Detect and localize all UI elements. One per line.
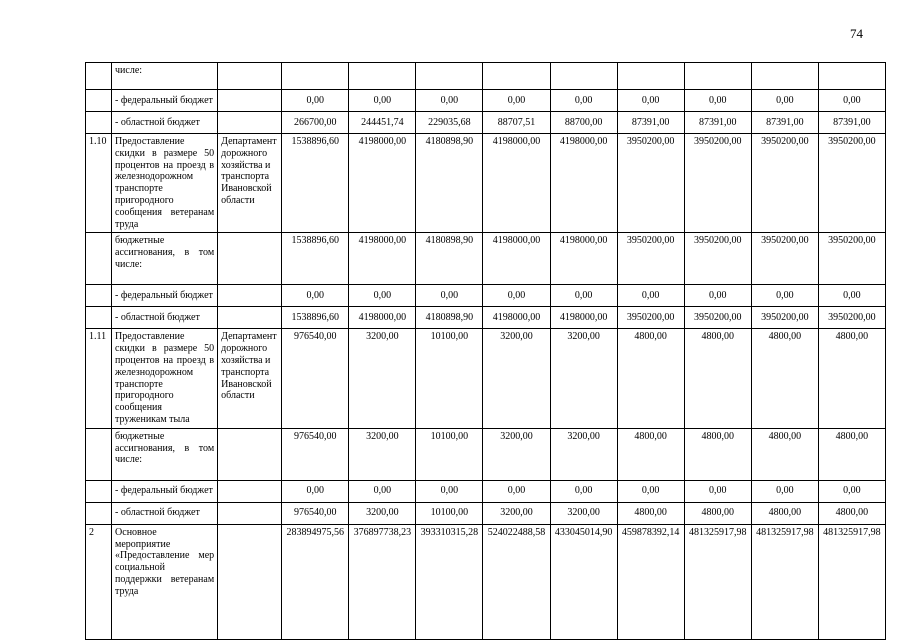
value-cell: 1538896,60 (282, 233, 349, 285)
value-cell: 3200,00 (349, 502, 416, 524)
value-cell: 244451,74 (349, 112, 416, 134)
value-cell (684, 63, 751, 90)
department-cell (218, 63, 282, 90)
value-cell: 0,00 (483, 285, 550, 307)
value-cell: 4800,00 (751, 502, 818, 524)
value-cell (349, 63, 416, 90)
department-cell (218, 285, 282, 307)
department-cell (218, 428, 282, 480)
value-cell: 3200,00 (483, 502, 550, 524)
row-number-cell: 2 (86, 524, 112, 639)
value-cell: 3200,00 (550, 329, 617, 428)
description-cell: - федеральный бюджет (112, 285, 218, 307)
value-cell: 4180898,90 (416, 134, 483, 233)
value-cell: 0,00 (617, 480, 684, 502)
value-cell: 0,00 (684, 90, 751, 112)
value-cell: 88707,51 (483, 112, 550, 134)
value-cell: 4198000,00 (483, 233, 550, 285)
row-number-cell (86, 307, 112, 329)
value-cell: 481325917,98 (684, 524, 751, 639)
value-cell: 4800,00 (818, 502, 885, 524)
value-cell: 3950200,00 (818, 233, 885, 285)
department-cell (218, 502, 282, 524)
table-row (86, 233, 886, 285)
value-cell: 87391,00 (617, 112, 684, 134)
value-cell: 4198000,00 (483, 134, 550, 233)
value-cell: 0,00 (416, 480, 483, 502)
value-cell: 4800,00 (617, 428, 684, 480)
value-cell: 459878392,14 (617, 524, 684, 639)
value-cell: 3200,00 (483, 428, 550, 480)
value-cell: 88700,00 (550, 112, 617, 134)
row-number-cell (86, 233, 112, 285)
value-cell: 4800,00 (684, 329, 751, 428)
value-cell: 481325917,98 (751, 524, 818, 639)
value-cell: 0,00 (349, 480, 416, 502)
value-cell: 0,00 (550, 90, 617, 112)
description-cell: бюджетные ассигнования, в том числе: (112, 233, 218, 285)
value-cell: 3950200,00 (617, 307, 684, 329)
value-cell: 4800,00 (751, 329, 818, 428)
value-cell: 4198000,00 (550, 233, 617, 285)
table-row (86, 524, 886, 639)
value-cell: 0,00 (282, 90, 349, 112)
value-cell: 976540,00 (282, 428, 349, 480)
value-cell: 4800,00 (617, 502, 684, 524)
row-number-cell (86, 428, 112, 480)
value-cell: 4198000,00 (349, 307, 416, 329)
value-cell: 87391,00 (751, 112, 818, 134)
value-cell: 0,00 (282, 480, 349, 502)
department-cell (218, 524, 282, 639)
value-cell: 0,00 (818, 90, 885, 112)
department-cell (218, 233, 282, 285)
value-cell: 0,00 (818, 480, 885, 502)
row-number-cell (86, 480, 112, 502)
description-cell: числе: (112, 63, 218, 90)
value-cell: 87391,00 (684, 112, 751, 134)
value-cell: 0,00 (282, 285, 349, 307)
value-cell: 3950200,00 (751, 307, 818, 329)
table-row (86, 428, 886, 480)
description-cell: Основное мероприятие «Предоставление мер социальной поддержки ветеранам труда (112, 524, 218, 639)
row-number-cell (86, 502, 112, 524)
value-cell: 524022488,58 (483, 524, 550, 639)
value-cell: 0,00 (349, 285, 416, 307)
value-cell: 0,00 (684, 285, 751, 307)
value-cell: 481325917,98 (818, 524, 885, 639)
value-cell: 3950200,00 (684, 134, 751, 233)
value-cell (550, 63, 617, 90)
row-number-cell: 1.11 (86, 329, 112, 428)
value-cell: 3950200,00 (684, 233, 751, 285)
value-cell: 3950200,00 (617, 233, 684, 285)
value-cell: 0,00 (416, 90, 483, 112)
row-number-cell (86, 90, 112, 112)
description-cell: Предоставление скидки в размере 50 процентов на проезд в железнодорожном транспорте пригородного сообщения труженикам тыла (112, 329, 218, 428)
value-cell: 3200,00 (483, 329, 550, 428)
value-cell: 3950200,00 (751, 134, 818, 233)
description-cell: - федеральный бюджет (112, 480, 218, 502)
department-cell: Департамент дорожного хозяйства и транспорта Ивановской области (218, 329, 282, 428)
value-cell: 0,00 (751, 480, 818, 502)
value-cell: 4800,00 (751, 428, 818, 480)
value-cell (617, 63, 684, 90)
row-number-cell (86, 112, 112, 134)
description-cell: - областной бюджет (112, 112, 218, 134)
value-cell: 4180898,90 (416, 307, 483, 329)
value-cell: 0,00 (483, 90, 550, 112)
value-cell: 4800,00 (684, 502, 751, 524)
description-cell: - областной бюджет (112, 502, 218, 524)
value-cell: 0,00 (617, 90, 684, 112)
value-cell: 10100,00 (416, 502, 483, 524)
description-cell: бюджетные ассигнования, в том числе: (112, 428, 218, 480)
value-cell: 0,00 (818, 285, 885, 307)
value-cell: 0,00 (550, 480, 617, 502)
value-cell: 4198000,00 (550, 134, 617, 233)
value-cell: 0,00 (684, 480, 751, 502)
row-number-cell (86, 63, 112, 90)
value-cell: 10100,00 (416, 428, 483, 480)
table-row (86, 112, 886, 134)
table-row (86, 307, 886, 329)
table-row (86, 90, 886, 112)
page-number: 74 (850, 26, 863, 41)
department-cell (218, 480, 282, 502)
value-cell: 87391,00 (818, 112, 885, 134)
description-cell: - федеральный бюджет (112, 90, 218, 112)
value-cell: 393310315,28 (416, 524, 483, 639)
value-cell: 3200,00 (349, 329, 416, 428)
value-cell: 433045014,90 (550, 524, 617, 639)
value-cell: 10100,00 (416, 329, 483, 428)
value-cell: 4198000,00 (349, 134, 416, 233)
value-cell: 3950200,00 (818, 307, 885, 329)
value-cell: 4800,00 (818, 428, 885, 480)
value-cell (282, 63, 349, 90)
description-cell: - областной бюджет (112, 307, 218, 329)
value-cell: 283894975,56 (282, 524, 349, 639)
table-row (86, 329, 886, 428)
value-cell: 0,00 (416, 285, 483, 307)
department-cell (218, 90, 282, 112)
value-cell: 4198000,00 (483, 307, 550, 329)
table-row (86, 285, 886, 307)
value-cell: 1538896,60 (282, 307, 349, 329)
table-row (86, 502, 886, 524)
value-cell: 0,00 (349, 90, 416, 112)
value-cell: 0,00 (617, 285, 684, 307)
value-cell: 4180898,90 (416, 233, 483, 285)
value-cell: 376897738,23 (349, 524, 416, 639)
department-cell (218, 307, 282, 329)
table-row (86, 63, 886, 90)
value-cell: 3200,00 (550, 502, 617, 524)
value-cell: 229035,68 (416, 112, 483, 134)
value-cell (416, 63, 483, 90)
department-cell: Департамент дорожного хозяйства и транспорта Ивановской области (218, 134, 282, 233)
row-number-cell: 1.10 (86, 134, 112, 233)
value-cell: 0,00 (550, 285, 617, 307)
row-number-cell (86, 285, 112, 307)
department-cell (218, 112, 282, 134)
value-cell: 4800,00 (684, 428, 751, 480)
value-cell: 0,00 (751, 90, 818, 112)
description-cell: Предоставление скидки в размере 50 процентов на проезд в железнодорожном транспорте пригородного сообщения ветеранам труда (112, 134, 218, 233)
value-cell: 0,00 (751, 285, 818, 307)
value-cell: 4198000,00 (550, 307, 617, 329)
value-cell: 3950200,00 (617, 134, 684, 233)
value-cell: 0,00 (483, 480, 550, 502)
value-cell: 3200,00 (550, 428, 617, 480)
budget-table (85, 62, 886, 640)
value-cell: 4198000,00 (349, 233, 416, 285)
value-cell: 976540,00 (282, 502, 349, 524)
table-row (86, 134, 886, 233)
value-cell: 266700,00 (282, 112, 349, 134)
value-cell: 3950200,00 (751, 233, 818, 285)
value-cell (483, 63, 550, 90)
value-cell: 1538896,60 (282, 134, 349, 233)
value-cell: 3200,00 (349, 428, 416, 480)
value-cell: 3950200,00 (818, 134, 885, 233)
value-cell: 4800,00 (818, 329, 885, 428)
value-cell: 4800,00 (617, 329, 684, 428)
value-cell: 976540,00 (282, 329, 349, 428)
table-body (86, 63, 886, 640)
value-cell: 3950200,00 (684, 307, 751, 329)
table-row (86, 480, 886, 502)
value-cell (818, 63, 885, 90)
value-cell (751, 63, 818, 90)
